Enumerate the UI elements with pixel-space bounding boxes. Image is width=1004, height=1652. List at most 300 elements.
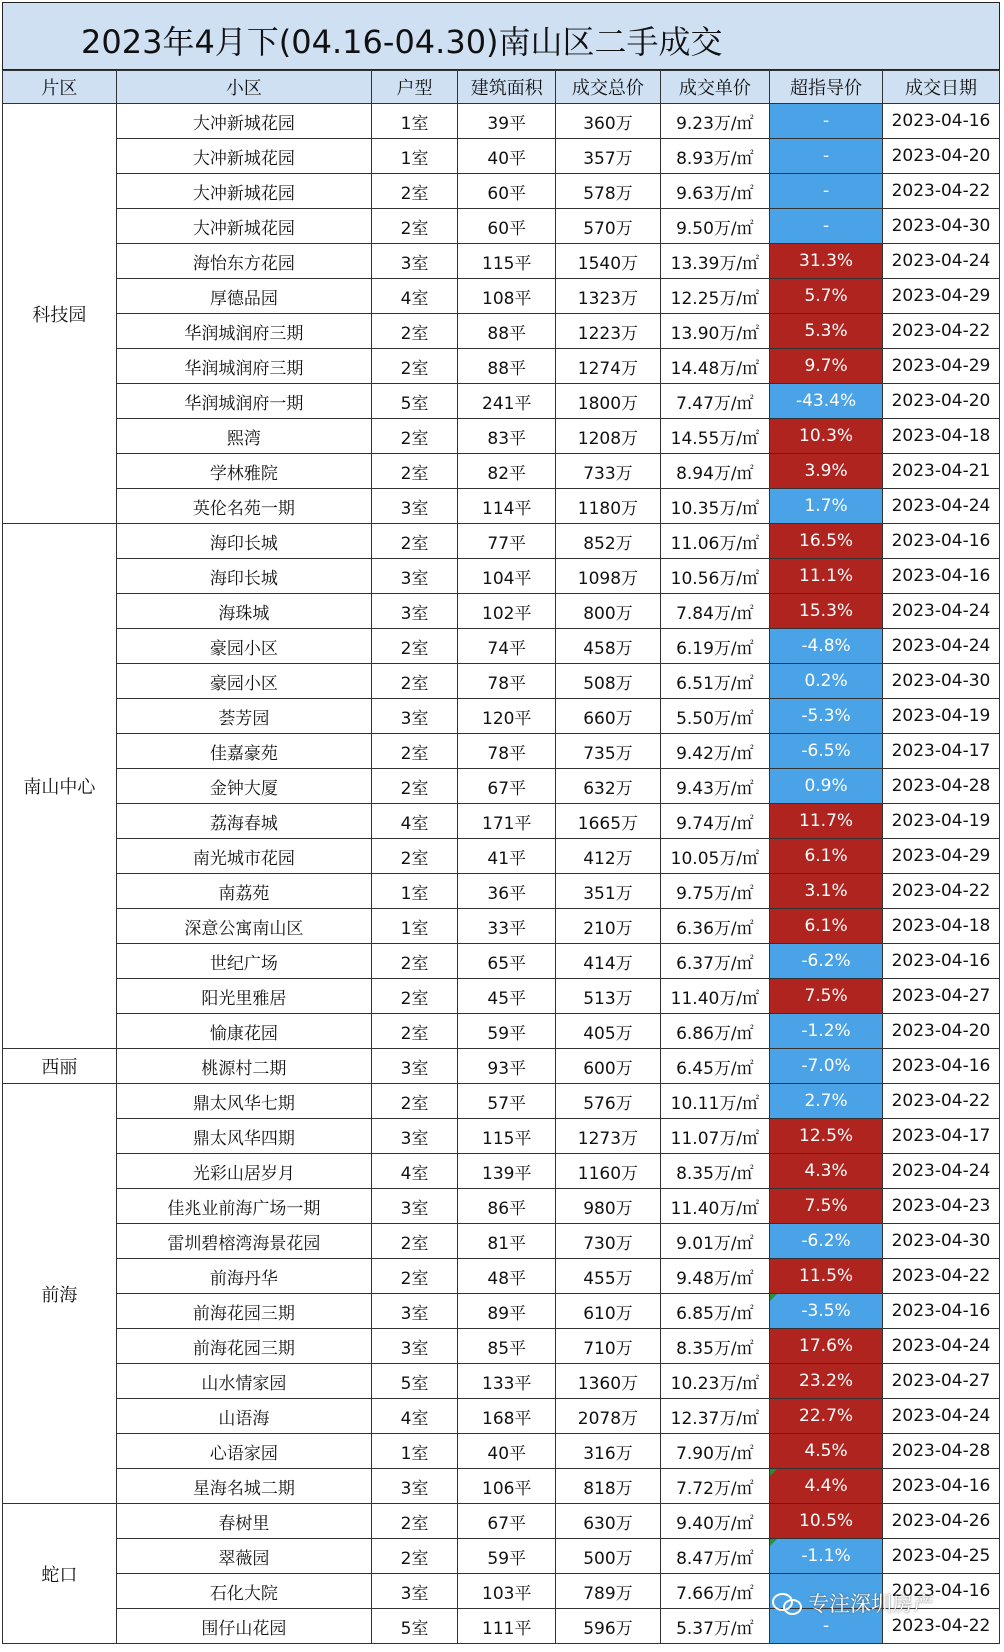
cell-premium: 9.7%: [770, 349, 883, 384]
cell-floor-area: 115平: [458, 1119, 556, 1154]
cell-unit-price: 8.94万/㎡: [660, 454, 770, 489]
cell-layout: 3室: [371, 1119, 457, 1154]
cell-date: 2023-04-16: [882, 1574, 999, 1609]
cell-total-price: 730万: [556, 1224, 660, 1259]
cell-premium: 4.5%: [770, 1434, 883, 1469]
cell-premium: 12.5%: [770, 1119, 883, 1154]
cell-layout: 2室: [371, 454, 457, 489]
cell-date: 2023-04-16: [882, 1469, 999, 1504]
table-row: [3, 1154, 1000, 1189]
cell-date: 2023-04-27: [882, 979, 999, 1014]
cell-unit-price: 10.56万/㎡: [660, 559, 770, 594]
cell-community: 雷圳碧榕湾海景花园: [116, 1224, 371, 1259]
header-layout: 户型: [371, 71, 457, 104]
cell-layout: 2室: [371, 1224, 457, 1259]
table-row: [3, 1329, 1000, 1364]
table-row: [3, 209, 1000, 244]
cell-unit-price: 11.06万/㎡: [660, 524, 770, 559]
cell-community: 英伦名苑一期: [116, 489, 371, 524]
cell-premium: -4.8%: [770, 629, 883, 664]
cell-layout: 3室: [371, 1329, 457, 1364]
cell-total-price: 733万: [556, 454, 660, 489]
cell-date: 2023-04-25: [882, 1539, 999, 1574]
cell-unit-price: 9.43万/㎡: [660, 769, 770, 804]
table-row: [3, 839, 1000, 874]
cell-unit-price: 6.86万/㎡: [660, 1014, 770, 1049]
cell-total-price: 630万: [556, 1504, 660, 1539]
cell-date: 2023-04-28: [882, 1434, 999, 1469]
cell-unit-price: 7.66万/㎡: [660, 1574, 770, 1609]
cell-total-price: 710万: [556, 1329, 660, 1364]
cell-floor-area: 168平: [458, 1399, 556, 1434]
cell-community: 翠薇园: [116, 1539, 371, 1574]
cell-total-price: 980万: [556, 1189, 660, 1224]
table-row: [3, 314, 1000, 349]
table-row: [3, 1469, 1000, 1504]
cell-total-price: 818万: [556, 1469, 660, 1504]
cell-date: 2023-04-22: [882, 1259, 999, 1294]
cell-premium: 4.4%: [770, 1469, 883, 1504]
header-floor-area: 建筑面积: [458, 71, 556, 104]
cell-floor-area: 81平: [458, 1224, 556, 1259]
cell-total-price: 360万: [556, 104, 660, 139]
cell-premium: 15.3%: [770, 594, 883, 629]
cell-unit-price: 11.40万/㎡: [660, 979, 770, 1014]
cell-floor-area: 86平: [458, 1189, 556, 1224]
cell-unit-price: 8.35万/㎡: [660, 1154, 770, 1189]
cell-premium: 11.5%: [770, 1259, 883, 1294]
header-community: 小区: [116, 71, 371, 104]
cell-unit-price: 10.35万/㎡: [660, 489, 770, 524]
cell-total-price: 576万: [556, 1084, 660, 1119]
cell-premium: 0.2%: [770, 664, 883, 699]
cell-unit-price: 6.51万/㎡: [660, 664, 770, 699]
cell-premium: 6.1%: [770, 839, 883, 874]
cell-community: 石化大院: [116, 1574, 371, 1609]
cell-date: 2023-04-30: [882, 664, 999, 699]
cell-unit-price: 11.07万/㎡: [660, 1119, 770, 1154]
cell-unit-price: 9.50万/㎡: [660, 209, 770, 244]
cell-total-price: 1274万: [556, 349, 660, 384]
table-row: [3, 979, 1000, 1014]
cell-community: 心语家园: [116, 1434, 371, 1469]
header-total-price: 成交总价: [556, 71, 660, 104]
cell-unit-price: 6.85万/㎡: [660, 1294, 770, 1329]
cell-premium: -: [770, 209, 883, 244]
cell-total-price: 455万: [556, 1259, 660, 1294]
cell-date: 2023-04-16: [882, 559, 999, 594]
cell-unit-price: 10.05万/㎡: [660, 839, 770, 874]
cell-unit-price: 11.40万/㎡: [660, 1189, 770, 1224]
cell-total-price: 1360万: [556, 1364, 660, 1399]
cell-premium: 11.7%: [770, 804, 883, 839]
cell-date: 2023-04-29: [882, 839, 999, 874]
cell-date: 2023-04-22: [882, 1084, 999, 1119]
cell-community: 荟芳园: [116, 699, 371, 734]
cell-floor-area: 59平: [458, 1014, 556, 1049]
cell-premium: 22.7%: [770, 1399, 883, 1434]
table-row: [3, 419, 1000, 454]
cell-date: 2023-04-17: [882, 1119, 999, 1154]
cell-floor-area: 88平: [458, 314, 556, 349]
table-row: [3, 594, 1000, 629]
cell-total-price: 578万: [556, 174, 660, 209]
cell-community: 海印长城: [116, 524, 371, 559]
cell-floor-area: 40平: [458, 1434, 556, 1469]
table-row: [3, 1084, 1000, 1119]
cell-floor-area: 111平: [458, 1609, 556, 1644]
cell-layout: 3室: [371, 594, 457, 629]
cell-date: 2023-04-27: [882, 1364, 999, 1399]
cell-community: 围仔山花园: [116, 1609, 371, 1644]
cell-floor-area: 114平: [458, 489, 556, 524]
table-row: [3, 454, 1000, 489]
cell-total-price: 735万: [556, 734, 660, 769]
cell-community: 厚德品园: [116, 279, 371, 314]
table-row: [3, 279, 1000, 314]
cell-community: 华润城润府一期: [116, 384, 371, 419]
cell-floor-area: 59平: [458, 1539, 556, 1574]
table-row: [3, 944, 1000, 979]
cell-unit-price: 14.55万/㎡: [660, 419, 770, 454]
cell-total-price: 596万: [556, 1609, 660, 1644]
cell-premium: 2.7%: [770, 1084, 883, 1119]
cell-layout: 2室: [371, 174, 457, 209]
cell-area: 前海: [3, 1084, 117, 1504]
cell-layout: 3室: [371, 559, 457, 594]
cell-premium: -: [770, 104, 883, 139]
cell-date: 2023-04-24: [882, 1329, 999, 1364]
cell-date: 2023-04-16: [882, 104, 999, 139]
page-title: 2023年4月下(04.16-04.30)南山区二手成交: [81, 23, 723, 61]
cell-layout: 1室: [371, 909, 457, 944]
cell-total-price: 210万: [556, 909, 660, 944]
cell-unit-price: 6.36万/㎡: [660, 909, 770, 944]
cell-layout: 1室: [371, 104, 457, 139]
cell-date: 2023-04-26: [882, 1504, 999, 1539]
cell-premium: 6.1%: [770, 909, 883, 944]
cell-layout: 1室: [371, 139, 457, 174]
cell-date: 2023-04-16: [882, 1294, 999, 1329]
cell-community: 海珠城: [116, 594, 371, 629]
table-row: [3, 1014, 1000, 1049]
cell-floor-area: 67平: [458, 1504, 556, 1539]
cell-layout: 2室: [371, 734, 457, 769]
cell-unit-price: 13.90万/㎡: [660, 314, 770, 349]
watermark: [772, 1586, 934, 1620]
cell-community: 佳兆业前海广场一期: [116, 1189, 371, 1224]
cell-layout: 2室: [371, 629, 457, 664]
cell-unit-price: 9.42万/㎡: [660, 734, 770, 769]
cell-premium: 5.7%: [770, 279, 883, 314]
cell-premium: 16.5%: [770, 524, 883, 559]
cell-layout: 2室: [371, 349, 457, 384]
cell-unit-price: 7.47万/㎡: [660, 384, 770, 419]
cell-date: 2023-04-18: [882, 419, 999, 454]
cell-premium: -43.4%: [770, 384, 883, 419]
cell-community: 深意公寓南山区: [116, 909, 371, 944]
cell-premium: 10.5%: [770, 1504, 883, 1539]
cell-layout: 2室: [371, 1259, 457, 1294]
cell-community: 鼎太风华七期: [116, 1084, 371, 1119]
cell-date: 2023-04-30: [882, 1224, 999, 1259]
cell-floor-area: 78平: [458, 664, 556, 699]
cell-layout: 1室: [371, 1434, 457, 1469]
cell-area: 西丽: [3, 1049, 117, 1084]
cell-premium: -3.5%: [770, 1294, 883, 1329]
cell-floor-area: 77平: [458, 524, 556, 559]
cell-date: 2023-04-18: [882, 909, 999, 944]
cell-floor-area: 115平: [458, 244, 556, 279]
cell-unit-price: 5.37万/㎡: [660, 1609, 770, 1644]
cell-community: 鼎太风华四期: [116, 1119, 371, 1154]
cell-premium: 7.5%: [770, 1189, 883, 1224]
cell-floor-area: 65平: [458, 944, 556, 979]
cell-layout: 1室: [371, 874, 457, 909]
cell-floor-area: 93平: [458, 1049, 556, 1084]
cell-floor-area: 133平: [458, 1364, 556, 1399]
cell-community: 山语海: [116, 1399, 371, 1434]
cell-premium: 7.5%: [770, 979, 883, 1014]
cell-floor-area: 104平: [458, 559, 556, 594]
cell-premium: 10.3%: [770, 419, 883, 454]
table-row: [3, 1539, 1000, 1574]
table-header: [3, 71, 1000, 104]
table-row: [3, 174, 1000, 209]
header-date: 成交日期: [882, 71, 999, 104]
cell-premium: 3.9%: [770, 454, 883, 489]
cell-layout: 2室: [371, 524, 457, 559]
cell-date: 2023-04-16: [882, 1049, 999, 1084]
cell-community: 大冲新城花园: [116, 104, 371, 139]
header-row: [3, 71, 1000, 104]
cell-unit-price: 6.19万/㎡: [660, 629, 770, 664]
table-row: [3, 1294, 1000, 1329]
cell-floor-area: 108平: [458, 279, 556, 314]
table-row: [3, 1189, 1000, 1224]
cell-premium: 0.9%: [770, 769, 883, 804]
table-row: [3, 384, 1000, 419]
table-row: [3, 489, 1000, 524]
cell-community: 海印长城: [116, 559, 371, 594]
cell-total-price: 610万: [556, 1294, 660, 1329]
transactions-table: [2, 70, 1000, 1644]
cell-total-price: 412万: [556, 839, 660, 874]
cell-total-price: 405万: [556, 1014, 660, 1049]
cell-unit-price: 9.75万/㎡: [660, 874, 770, 909]
cell-date: 2023-04-24: [882, 1399, 999, 1434]
table-row: [3, 524, 1000, 559]
cell-date: 2023-04-20: [882, 139, 999, 174]
cell-total-price: 500万: [556, 1539, 660, 1574]
cell-total-price: 1208万: [556, 419, 660, 454]
cell-premium: 3.1%: [770, 874, 883, 909]
cell-layout: 5室: [371, 1364, 457, 1399]
cell-unit-price: 13.39万/㎡: [660, 244, 770, 279]
cell-total-price: 1098万: [556, 559, 660, 594]
cell-date: 2023-04-29: [882, 279, 999, 314]
cell-floor-area: 85平: [458, 1329, 556, 1364]
cell-total-price: 1665万: [556, 804, 660, 839]
table-row: [3, 559, 1000, 594]
cell-layout: 2室: [371, 839, 457, 874]
wechat-icon: [772, 1591, 802, 1615]
cell-date: 2023-04-21: [882, 454, 999, 489]
cell-total-price: 600万: [556, 1049, 660, 1084]
cell-date: 2023-04-24: [882, 489, 999, 524]
cell-community: 华润城润府三期: [116, 314, 371, 349]
cell-layout: 2室: [371, 979, 457, 1014]
cell-date: 2023-04-28: [882, 769, 999, 804]
cell-unit-price: 14.48万/㎡: [660, 349, 770, 384]
cell-premium: 5.3%: [770, 314, 883, 349]
cell-total-price: 852万: [556, 524, 660, 559]
cell-total-price: 789万: [556, 1574, 660, 1609]
table-row: [3, 1434, 1000, 1469]
cell-total-price: 660万: [556, 699, 660, 734]
cell-premium: -6.2%: [770, 1224, 883, 1259]
cell-floor-area: 74平: [458, 629, 556, 664]
cell-date: 2023-04-24: [882, 594, 999, 629]
cell-layout: 2室: [371, 769, 457, 804]
cell-layout: 2室: [371, 944, 457, 979]
cell-floor-area: 36平: [458, 874, 556, 909]
cell-community: 学林雅院: [116, 454, 371, 489]
cell-floor-area: 40平: [458, 139, 556, 174]
title-bar: [2, 2, 1000, 70]
cell-layout: 5室: [371, 1609, 457, 1644]
cell-community: 大冲新城花园: [116, 209, 371, 244]
cell-floor-area: 39平: [458, 104, 556, 139]
cell-community: 大冲新城花园: [116, 174, 371, 209]
table-row: [3, 1049, 1000, 1084]
cell-total-price: 351万: [556, 874, 660, 909]
cell-floor-area: 82平: [458, 454, 556, 489]
table-row: [3, 1504, 1000, 1539]
watermark-text: 专注深圳房产: [808, 1592, 934, 1616]
table-body: [3, 104, 1000, 1644]
cell-floor-area: 33平: [458, 909, 556, 944]
table-row: [3, 104, 1000, 139]
cell-premium: -7.0%: [770, 1049, 883, 1084]
cell-date: 2023-04-24: [882, 629, 999, 664]
cell-floor-area: 88平: [458, 349, 556, 384]
cell-community: 前海花园三期: [116, 1294, 371, 1329]
cell-community: 前海丹华: [116, 1259, 371, 1294]
cell-floor-area: 89平: [458, 1294, 556, 1329]
table-row: [3, 734, 1000, 769]
cell-date: 2023-04-19: [882, 804, 999, 839]
cell-total-price: 1273万: [556, 1119, 660, 1154]
cell-premium: -1.2%: [770, 1014, 883, 1049]
cell-floor-area: 83平: [458, 419, 556, 454]
cell-unit-price: 9.01万/㎡: [660, 1224, 770, 1259]
cell-floor-area: 241平: [458, 384, 556, 419]
cell-floor-area: 78平: [458, 734, 556, 769]
cell-floor-area: 67平: [458, 769, 556, 804]
cell-community: 光彩山居岁月: [116, 1154, 371, 1189]
cell-total-price: 1800万: [556, 384, 660, 419]
cell-floor-area: 120平: [458, 699, 556, 734]
table-row: [3, 1399, 1000, 1434]
cell-unit-price: 9.48万/㎡: [660, 1259, 770, 1294]
cell-community: 春树里: [116, 1504, 371, 1539]
cell-unit-price: 7.72万/㎡: [660, 1469, 770, 1504]
header-unit-price: 成交单价: [660, 71, 770, 104]
cell-layout: 3室: [371, 1469, 457, 1504]
cell-community: 豪园小区: [116, 664, 371, 699]
cell-date: 2023-04-24: [882, 244, 999, 279]
cell-community: 南荔苑: [116, 874, 371, 909]
cell-unit-price: 10.11万/㎡: [660, 1084, 770, 1119]
header-premium: 超指导价: [770, 71, 883, 104]
table-row: [3, 769, 1000, 804]
cell-layout: 3室: [371, 699, 457, 734]
table-row: [3, 909, 1000, 944]
cell-layout: 2室: [371, 664, 457, 699]
cell-premium: 4.3%: [770, 1154, 883, 1189]
cell-layout: 2室: [371, 1084, 457, 1119]
cell-community: 金钟大厦: [116, 769, 371, 804]
cell-date: 2023-04-24: [882, 1154, 999, 1189]
table-row: [3, 804, 1000, 839]
cell-area: 蛇口: [3, 1504, 117, 1644]
cell-community: 佳嘉豪苑: [116, 734, 371, 769]
cell-community: 前海花园三期: [116, 1329, 371, 1364]
table-row: [3, 874, 1000, 909]
cell-total-price: 508万: [556, 664, 660, 699]
cell-premium: -1.1%: [770, 1539, 883, 1574]
table-row: [3, 244, 1000, 279]
cell-date: 2023-04-23: [882, 1189, 999, 1224]
cell-date: 2023-04-17: [882, 734, 999, 769]
cell-unit-price: 10.23万/㎡: [660, 1364, 770, 1399]
cell-unit-price: 7.90万/㎡: [660, 1434, 770, 1469]
cell-floor-area: 102平: [458, 594, 556, 629]
cell-layout: 2室: [371, 1539, 457, 1574]
cell-date: 2023-04-29: [882, 349, 999, 384]
cell-community: 华润城润府三期: [116, 349, 371, 384]
cell-total-price: 513万: [556, 979, 660, 1014]
cell-floor-area: 139平: [458, 1154, 556, 1189]
cell-layout: 4室: [371, 804, 457, 839]
cell-unit-price: 5.50万/㎡: [660, 699, 770, 734]
cell-layout: 3室: [371, 1574, 457, 1609]
cell-total-price: 414万: [556, 944, 660, 979]
cell-premium: -6.5%: [770, 734, 883, 769]
cell-community: 星海名城二期: [116, 1469, 371, 1504]
cell-unit-price: 8.47万/㎡: [660, 1539, 770, 1574]
cell-community: 山水情家园: [116, 1364, 371, 1399]
cell-total-price: 458万: [556, 629, 660, 664]
cell-unit-price: 9.23万/㎡: [660, 104, 770, 139]
cell-total-price: 1180万: [556, 489, 660, 524]
cell-unit-price: 7.84万/㎡: [660, 594, 770, 629]
cell-total-price: 316万: [556, 1434, 660, 1469]
cell-floor-area: 60平: [458, 174, 556, 209]
cell-floor-area: 57平: [458, 1084, 556, 1119]
cell-layout: 2室: [371, 1014, 457, 1049]
cell-community: 大冲新城花园: [116, 139, 371, 174]
cell-premium: -: [770, 139, 883, 174]
table-row: [3, 664, 1000, 699]
cell-date: 2023-04-22: [882, 174, 999, 209]
cell-unit-price: 9.63万/㎡: [660, 174, 770, 209]
cell-total-price: 1223万: [556, 314, 660, 349]
cell-premium: 1.7%: [770, 489, 883, 524]
cell-layout: 3室: [371, 489, 457, 524]
cell-total-price: 1540万: [556, 244, 660, 279]
